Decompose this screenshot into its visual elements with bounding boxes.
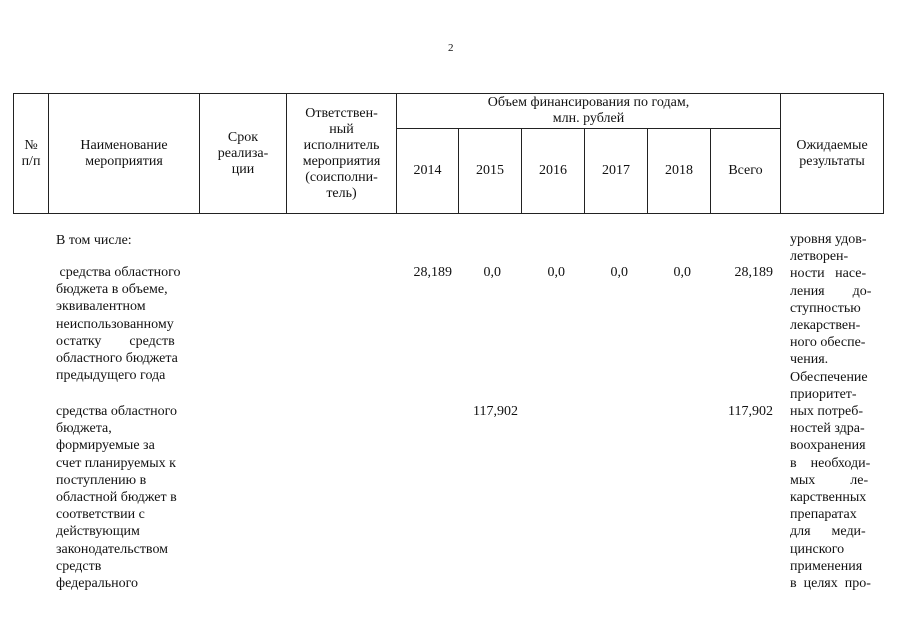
header-num: № п/п [14, 94, 49, 214]
header-year-2014: 2014 [397, 129, 459, 214]
header-results: Ожидаемые результаты [781, 94, 884, 214]
row1-total: 28,189 [734, 265, 773, 280]
row2-2015: 117,902 [473, 404, 518, 419]
header-year-2017: 2017 [585, 129, 648, 214]
row1-2016: 0,0 [547, 265, 565, 280]
header-table [13, 93, 884, 214]
row1-2014: 28,189 [413, 265, 452, 280]
row1-2017: 0,0 [610, 265, 628, 280]
header-funding: Объем финансирования по годам, млн. рублей [397, 94, 781, 129]
header-name: Наименование мероприятия [49, 94, 200, 214]
header-year-2018: 2018 [648, 129, 711, 214]
incl-label: В том числе: [56, 233, 132, 248]
header-total: Всего [711, 129, 781, 214]
header-year-2015: 2015 [459, 129, 522, 214]
row1-name: средства областного бюджета в объеме, эквивалентном неиспользованному остатку средств областного бюджета предыдущего года [56, 265, 181, 384]
header-executor: Ответствен- ный исполнитель мероприятия (соисполни- тель) [287, 94, 397, 214]
page-number: 2 [448, 42, 454, 54]
header-year-2016: 2016 [522, 129, 585, 214]
row2-total: 117,902 [728, 404, 773, 419]
row2-name: средства областного бюджета, формируемые за счет планируемых к поступлению в областной бюджет в соответствии с действующим законодательством средств федерального [56, 404, 178, 592]
row1-2015: 0,0 [483, 265, 501, 280]
expected-results: уровня удов- летворен- ности насе- ления до- ступностью лекарствен- ного обеспе- чения. Обеспечение приоритет- ных потреб- ностей здра- воохранения в необходи- мых ле- карственных препаратах для меди- цинского применения в целях про- [790, 232, 872, 592]
row1-2018: 0,0 [673, 265, 691, 280]
header-term: Срок реализа- ции [200, 94, 287, 214]
